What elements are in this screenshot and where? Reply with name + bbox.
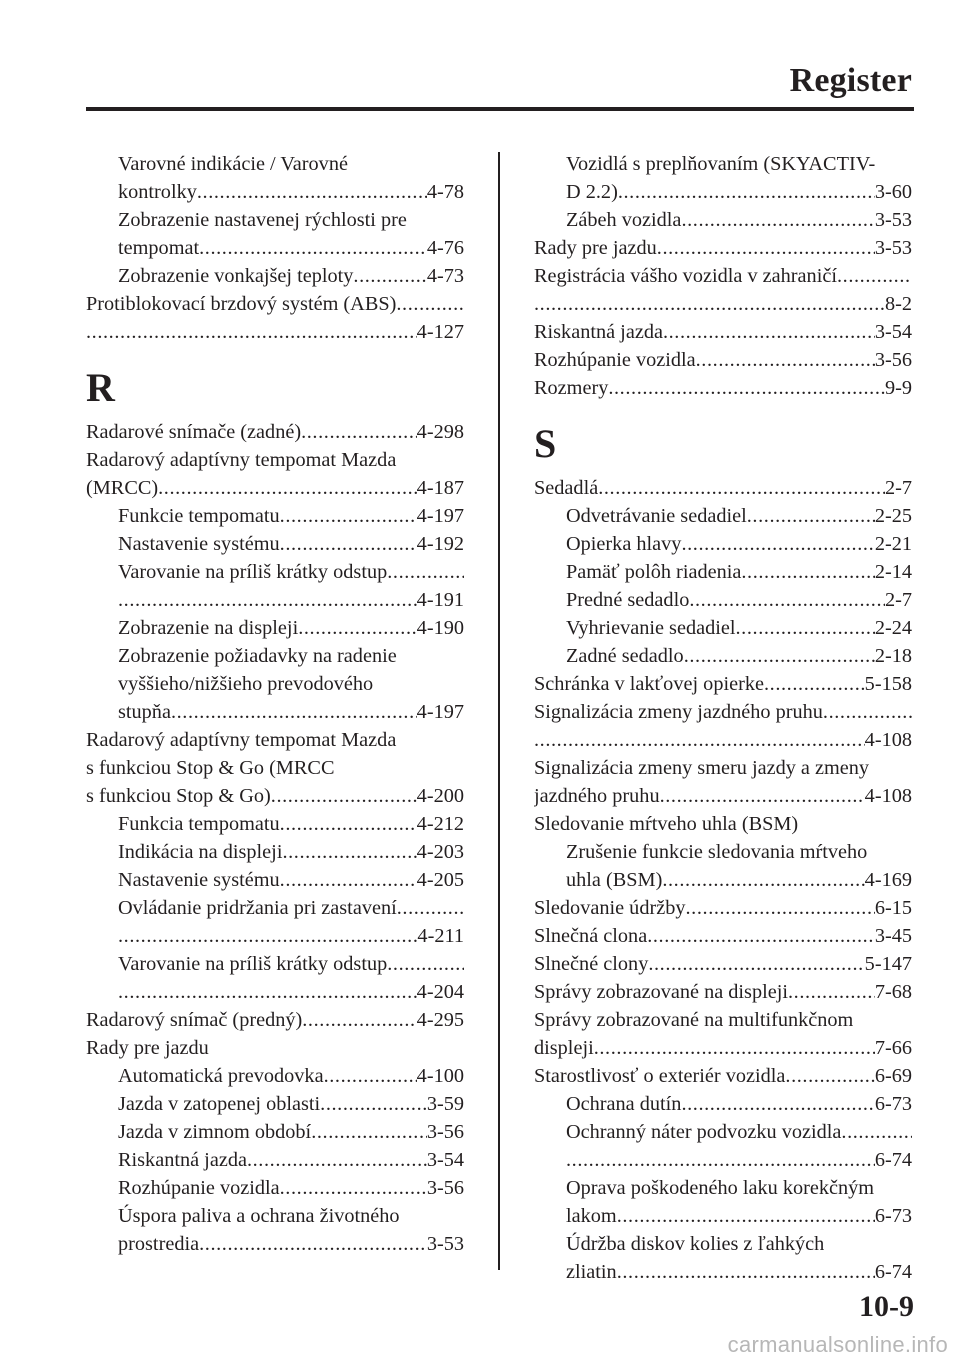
index-entry (534, 346, 912, 374)
page-reference: 2-21 (874, 533, 912, 555)
index-entry (534, 474, 912, 502)
dot-leader (282, 838, 416, 866)
entry-text: (MRCC) (86, 477, 159, 499)
index-subentry (86, 150, 464, 178)
entry-text: Zobrazenie na displeji (118, 617, 299, 639)
entry-text: Automatická prevodovka (118, 1065, 324, 1087)
entry-text: Varovanie na príliš krátky odstup (118, 561, 388, 583)
entry-text: Zadné sedadlo (566, 645, 684, 667)
index-subentry (534, 586, 912, 614)
page-reference: 3-53 (874, 237, 912, 259)
page-reference: 2-24 (874, 617, 912, 639)
entry-text: Nastavenie systému (118, 869, 280, 891)
dot-leader (764, 670, 865, 698)
index-subentry (86, 950, 464, 978)
index-subentry (86, 502, 464, 530)
page-reference: 3-54 (426, 1149, 464, 1171)
entry-text: Pamäť polôh riadenia (566, 561, 742, 583)
index-subentry (86, 670, 464, 698)
page-reference: 4-108 (864, 729, 912, 751)
page-reference: 3-60 (874, 181, 912, 203)
page-reference: 3-54 (874, 321, 912, 343)
entry-text: Sledovanie mŕtveho uhla (BSM) (534, 813, 799, 835)
dot-leader (617, 1258, 875, 1286)
dot-leader (197, 178, 427, 206)
entry-text: Zrušenie funkcie sledovania mŕtveho (566, 841, 868, 863)
dot-leader (280, 1174, 427, 1202)
page-reference: 7-66 (874, 1037, 912, 1059)
index-subentry (86, 262, 464, 290)
dot-leader (617, 1202, 875, 1230)
entry-text: Funkcie tempomatu (118, 505, 280, 527)
page-reference: 4-197 (416, 505, 464, 527)
entry-text: Riskantná jazda (118, 1149, 247, 1171)
entry-text: Rozhúpanie vozidla (534, 349, 696, 371)
index-column-right (534, 150, 912, 1286)
dot-leader (199, 234, 427, 262)
dot-leader (118, 586, 417, 614)
entry-text: lakom (566, 1205, 617, 1227)
index-subentry (534, 866, 912, 894)
dot-leader (647, 922, 875, 950)
dot-leader (598, 474, 885, 502)
index-subentry (534, 206, 912, 234)
dot-leader (280, 866, 417, 894)
index-entry (86, 290, 464, 318)
dot-leader (841, 1118, 912, 1146)
index-subentry (86, 1090, 464, 1118)
dot-leader (387, 558, 464, 586)
entry-text: Sledovanie údržby (534, 897, 686, 919)
entry-text: zliatin (566, 1261, 617, 1283)
page-reference: 4-295 (416, 1009, 464, 1031)
entry-text: Predné sedadlo (566, 589, 690, 611)
dot-leader (534, 726, 865, 754)
index-entry (86, 418, 464, 446)
page-reference: 9-9 (884, 377, 912, 399)
index-entry (534, 726, 912, 754)
dot-leader (657, 234, 875, 262)
page-reference: 4-127 (416, 321, 464, 343)
index-entry (86, 726, 464, 754)
index-subentry (534, 150, 912, 178)
dot-leader (280, 810, 417, 838)
section-letter: R (86, 365, 115, 410)
index-entry (86, 782, 464, 810)
index-entry (534, 922, 912, 950)
entry-text: Radarový snímač (predný) (86, 1009, 303, 1031)
entry-text: Jazda v zatopenej oblasti (118, 1093, 321, 1115)
dot-leader (86, 318, 417, 346)
index-entry (534, 670, 912, 698)
dot-leader (823, 698, 912, 726)
index-entry (86, 754, 464, 782)
entry-text: Rady pre jazdu (534, 237, 657, 259)
dot-leader (837, 262, 912, 290)
index-entry (534, 754, 912, 782)
entry-text: Signalizácia zmeny jazdného pruhu (534, 701, 823, 723)
index-subentry (534, 178, 912, 206)
index-entry (534, 1062, 912, 1090)
page-reference: 4-192 (416, 533, 464, 555)
page-reference: 3-59 (426, 1093, 464, 1115)
dot-leader (280, 502, 417, 530)
index-subentry (86, 838, 464, 866)
page-reference: 3-56 (874, 349, 912, 371)
index-subentry (534, 1202, 912, 1230)
dot-leader (298, 614, 416, 642)
index-subentry (86, 894, 464, 922)
index-subentry (86, 1118, 464, 1146)
entry-text: Zábeh vozidla (566, 209, 682, 231)
index-subentry (534, 1118, 912, 1146)
entry-text: prostredia (118, 1233, 200, 1255)
page-number: 10-9 (859, 1290, 914, 1323)
index-entry (86, 474, 464, 502)
index-subentry (86, 922, 464, 950)
entry-text: Funkcia tempomatu (118, 813, 280, 835)
index-entry (534, 950, 912, 978)
dot-leader (736, 614, 875, 642)
page-header-title: Register (789, 62, 912, 99)
page-reference: 4-211 (417, 925, 464, 947)
entry-text: Radarový adaptívny tempomat Mazda (86, 449, 397, 471)
dot-leader (324, 1062, 417, 1090)
index-subentry (86, 866, 464, 894)
page-reference: 4-190 (416, 617, 464, 639)
index-entry (534, 698, 912, 726)
entry-text: Vozidlá s preplňovaním (SKYACTIV- (566, 153, 876, 175)
page-reference: 4-203 (416, 841, 464, 863)
dot-leader (271, 782, 417, 810)
page-reference: 3-56 (426, 1177, 464, 1199)
entry-text: Slnečná clona (534, 925, 648, 947)
dot-leader (311, 1118, 427, 1146)
entry-text: Rozmery (534, 377, 609, 399)
entry-text: Protiblokovací brzdový systém (ABS) (86, 293, 397, 315)
watermark-text: carmanualsonline.info (727, 1332, 948, 1357)
index-entry (534, 318, 912, 346)
dot-leader (689, 586, 885, 614)
index-subentry (86, 178, 464, 206)
index-entry (534, 782, 912, 810)
index-subentry (86, 642, 464, 670)
dot-leader (594, 1034, 875, 1062)
page-reference: 2-7 (884, 589, 912, 611)
page-reference: 4-108 (864, 785, 912, 807)
index-entry (534, 234, 912, 262)
index-subentry (86, 586, 464, 614)
index-subentry (86, 206, 464, 234)
dot-leader (301, 418, 417, 446)
dot-leader (747, 502, 875, 530)
header-rule (86, 107, 914, 111)
dot-leader (566, 1146, 875, 1174)
index-column-left (86, 150, 464, 1258)
dot-leader (681, 1090, 874, 1118)
dot-leader (696, 346, 875, 374)
page-reference: 4-78 (426, 181, 464, 203)
dot-leader (788, 978, 875, 1006)
entry-text: Ovládanie pridržania pri zastavení (118, 897, 397, 919)
page-reference: 6-15 (874, 897, 912, 919)
dot-leader (681, 530, 874, 558)
entry-text: uhla (BSM) (566, 869, 663, 891)
index-subentry (534, 502, 912, 530)
entry-text: Nastavenie systému (118, 533, 280, 555)
page-reference: 2-14 (874, 561, 912, 583)
index-entry (86, 1034, 464, 1062)
entry-text: Sedadlá (534, 477, 599, 499)
page-reference: 4-73 (426, 265, 464, 287)
entry-text: Zobrazenie nastavenej rýchlosti pre (118, 209, 407, 231)
page-reference: 6-74 (874, 1149, 912, 1171)
page-reference: 5-158 (864, 673, 912, 695)
entry-text: displeji (534, 1037, 594, 1059)
page-reference: 3-56 (426, 1121, 464, 1143)
index-subentry (534, 1146, 912, 1174)
dot-leader (387, 950, 464, 978)
index-subentry (534, 530, 912, 558)
page-reference: 6-74 (874, 1261, 912, 1283)
entry-text: tempomat (118, 237, 200, 259)
page-reference: 4-191 (416, 589, 464, 611)
dot-leader (320, 1090, 427, 1118)
page-reference: 3-53 (874, 209, 912, 231)
index-subentry (534, 642, 912, 670)
index-subentry (86, 698, 464, 726)
entry-text: Riskantná jazda (534, 321, 663, 343)
index-entry (86, 318, 464, 346)
dot-leader (302, 1006, 416, 1034)
page-reference: 4-187 (416, 477, 464, 499)
index-subentry (86, 614, 464, 642)
entry-text: Ochranný náter podvozku vozidla (566, 1121, 842, 1143)
dot-leader (280, 530, 417, 558)
entry-text: Úspora paliva a ochrana životného (118, 1205, 400, 1227)
page-reference: 6-73 (874, 1205, 912, 1227)
dot-leader (396, 290, 464, 318)
entry-text: s funkciou Stop & Go) (86, 785, 271, 807)
entry-text: Registrácia vášho vozidla v zahraničí (534, 265, 837, 287)
index-subentry (86, 1174, 464, 1202)
entry-text: kontrolky (118, 181, 197, 203)
page-reference: 5-147 (864, 953, 912, 975)
entry-text: jazdného pruhu (534, 785, 660, 807)
page-reference: 4-169 (864, 869, 912, 891)
dot-leader (648, 950, 864, 978)
entry-text: D 2.2) (566, 181, 618, 203)
entry-text: vyššieho/nižšieho prevodového (118, 673, 374, 695)
index-subentry (86, 1202, 464, 1230)
page-reference: 3-45 (874, 925, 912, 947)
dot-leader (247, 1146, 427, 1174)
page-reference: 6-73 (874, 1093, 912, 1115)
page-reference: 7-68 (874, 981, 912, 1003)
page-reference: 4-197 (416, 701, 464, 723)
entry-text: Radarový adaptívny tempomat Mazda (86, 729, 397, 751)
dot-leader (663, 318, 875, 346)
index-subentry (86, 1146, 464, 1174)
index-subentry (86, 234, 464, 262)
dot-leader (785, 1062, 874, 1090)
dot-leader (686, 894, 875, 922)
entry-text: s funkciou Stop & Go (MRCC (86, 757, 335, 779)
index-entry (534, 810, 912, 838)
index-entry (86, 1006, 464, 1034)
index-entry (534, 262, 912, 290)
entry-text: Varovanie na príliš krátky odstup (118, 953, 388, 975)
page-reference: 6-69 (874, 1065, 912, 1087)
index-subentry (534, 614, 912, 642)
entry-text: Správy zobrazované na multifunkčnom (534, 1009, 854, 1031)
dot-leader (741, 558, 874, 586)
index-subentry (86, 978, 464, 1006)
page-reference: 2-25 (874, 505, 912, 527)
page-reference: 4-200 (416, 785, 464, 807)
entry-text: Slnečné clony (534, 953, 649, 975)
dot-leader (158, 474, 417, 502)
index-entry (534, 894, 912, 922)
page-reference: 4-100 (416, 1065, 464, 1087)
dot-leader (118, 922, 417, 950)
entry-text: stupňa (118, 701, 171, 723)
entry-text: Zobrazenie požiadavky na radenie (118, 645, 397, 667)
dot-leader (397, 894, 464, 922)
index-entry (534, 1034, 912, 1062)
page-reference: 3-53 (426, 1233, 464, 1255)
index-subentry (534, 1174, 912, 1202)
page-reference: 4-76 (426, 237, 464, 259)
page-reference: 4-204 (416, 981, 464, 1003)
dot-leader (684, 642, 875, 670)
page-reference: 2-7 (884, 477, 912, 499)
index-entry (86, 446, 464, 474)
index-subentry (534, 1230, 912, 1258)
index-entry (534, 374, 912, 402)
dot-leader (681, 206, 874, 234)
entry-text: Správy zobrazované na displeji (534, 981, 788, 1003)
entry-text: Rozhúpanie vozidla (118, 1177, 280, 1199)
index-subentry (86, 1230, 464, 1258)
index-subentry (534, 558, 912, 586)
entry-text: Radarové snímače (zadné) (86, 421, 302, 443)
entry-text: Indikácia na displeji (118, 841, 283, 863)
entry-text: Zobrazenie vonkajšej teploty (118, 265, 354, 287)
dot-leader (662, 866, 864, 894)
dot-leader (171, 698, 417, 726)
entry-text: Opierka hlavy (566, 533, 682, 555)
page-reference: 4-298 (416, 421, 464, 443)
page-reference: 4-205 (416, 869, 464, 891)
index-subentry (534, 838, 912, 866)
dot-leader (608, 374, 885, 402)
dot-leader (534, 290, 885, 318)
dot-leader (199, 1230, 427, 1258)
index-subentry (86, 530, 464, 558)
page-reference: 8-2 (884, 293, 912, 315)
index-subentry (86, 1062, 464, 1090)
index-subentry (86, 558, 464, 586)
entry-text: Jazda v zimnom období (118, 1121, 312, 1143)
dot-leader (118, 978, 417, 1006)
section-letter: S (534, 421, 557, 466)
dot-leader (660, 782, 865, 810)
entry-text: Signalizácia zmeny smeru jazdy a zmeny (534, 757, 870, 779)
index-subentry (86, 810, 464, 838)
entry-text: Oprava poškodeného laku korekčným (566, 1177, 875, 1199)
entry-text: Schránka v lakťovej opierke (534, 673, 764, 695)
entry-text: Údržba diskov kolies z ľahkých (566, 1233, 825, 1255)
entry-text: Ochrana dutín (566, 1093, 682, 1115)
index-entry (534, 290, 912, 318)
entry-text: Rady pre jazdu (86, 1037, 209, 1059)
entry-text: Varovné indikácie / Varovné (118, 153, 348, 175)
dot-leader (353, 262, 426, 290)
index-entry (534, 978, 912, 1006)
column-divider (498, 152, 500, 1270)
page-reference: 4-212 (416, 813, 464, 835)
index-subentry (534, 1258, 912, 1286)
entry-text: Starostlivosť o exteriér vozidla (534, 1065, 786, 1087)
index-entry (534, 1006, 912, 1034)
entry-text: Odvetrávanie sedadiel (566, 505, 747, 527)
dot-leader (618, 178, 875, 206)
page-reference: 2-18 (874, 645, 912, 667)
index-subentry (534, 1090, 912, 1118)
entry-text: Vyhrievanie sedadiel (566, 617, 736, 639)
